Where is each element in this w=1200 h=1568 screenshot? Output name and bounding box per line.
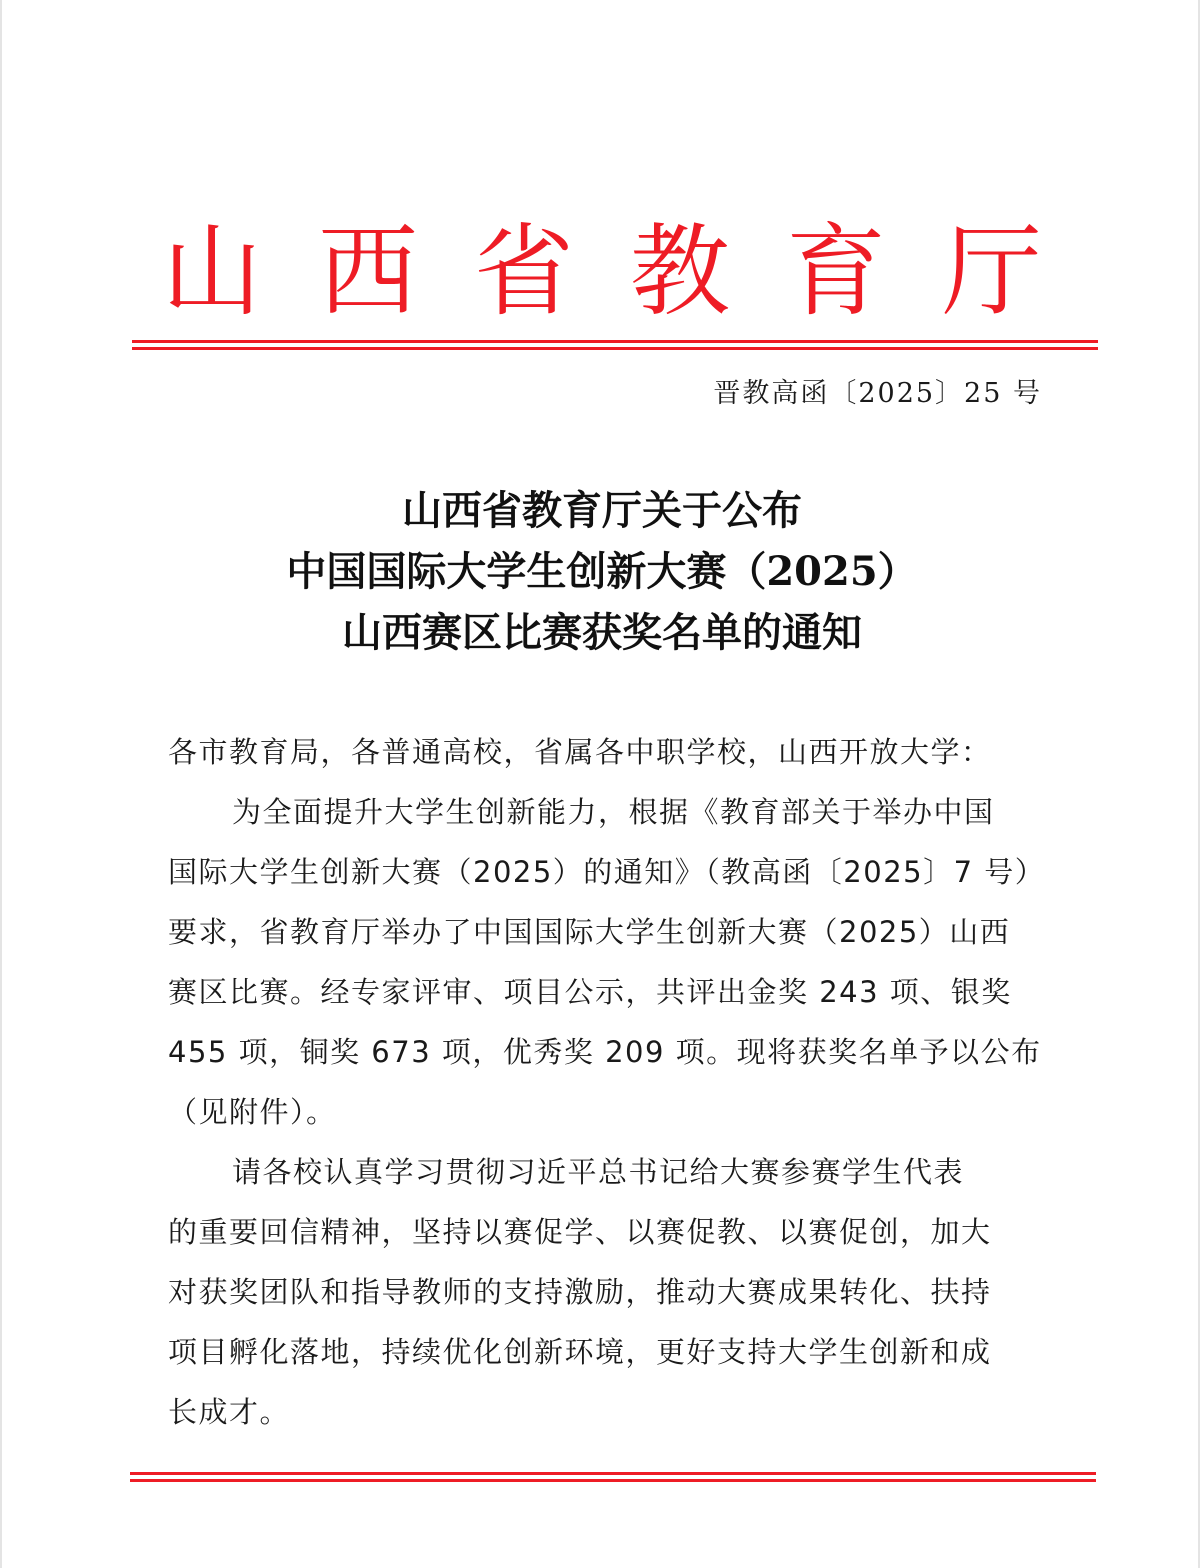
body-line: 赛区比赛。经专家评审、项目公示，共评出金奖 243 项、银奖: [168, 975, 1012, 1009]
document-body: [168, 722, 1048, 1442]
letterhead-char: 西: [318, 213, 418, 330]
header-divider-line: [132, 340, 1098, 343]
body-line: 455 项，铜奖 673 项，优秀奖 209 项。现将获奖名单予以公布: [168, 1035, 1042, 1069]
title-line: 中国国际大学生创新大赛（2025）: [286, 548, 918, 595]
body-line: 要求，省教育厅举办了中国国际大学生创新大赛（2025）山西: [168, 915, 1011, 949]
title-line: 山西赛区比赛获奖名单的通知: [342, 609, 862, 656]
footer-divider-line: [130, 1472, 1096, 1475]
body-line: 请各校认真学习贯彻习近平总书记给大赛参赛学生代表: [232, 1155, 965, 1189]
body-line: 对获奖团队和指导教师的支持激励，推动大赛成果转化、扶持: [168, 1275, 992, 1309]
letterhead-char: 教: [630, 213, 730, 330]
letterhead-title: [162, 213, 1042, 330]
body-line: 项目孵化落地，持续优化创新环境，更好支持大学生创新和成: [168, 1335, 992, 1369]
footer-divider-line: [130, 1479, 1096, 1482]
header-divider-line: [132, 347, 1098, 350]
body-line: （见附件）。: [168, 1095, 337, 1129]
letterhead-char: 育: [786, 213, 886, 330]
document-title: [2, 480, 1200, 663]
letterhead-char: 厅: [942, 213, 1042, 330]
document-number: 晋教高函〔2025〕25 号: [713, 378, 1042, 409]
body-line: 长成才。: [168, 1395, 291, 1429]
letterhead-char: 省: [474, 213, 574, 330]
salutation: 各市教育局，各普通高校，省属各中职学校，山西开放大学：: [168, 735, 992, 769]
letterhead-char: 山: [162, 213, 262, 330]
body-line: 为全面提升大学生创新能力，根据《教育部关于举办中国: [232, 795, 995, 829]
body-line: 的重要回信精神，坚持以赛促学、以赛促教、以赛促创，加大: [168, 1215, 992, 1249]
title-line: 山西省教育厅关于公布: [402, 487, 802, 534]
body-line: 国际大学生创新大赛（2025）的通知》（教高函〔2025〕7 号）: [168, 855, 1046, 889]
